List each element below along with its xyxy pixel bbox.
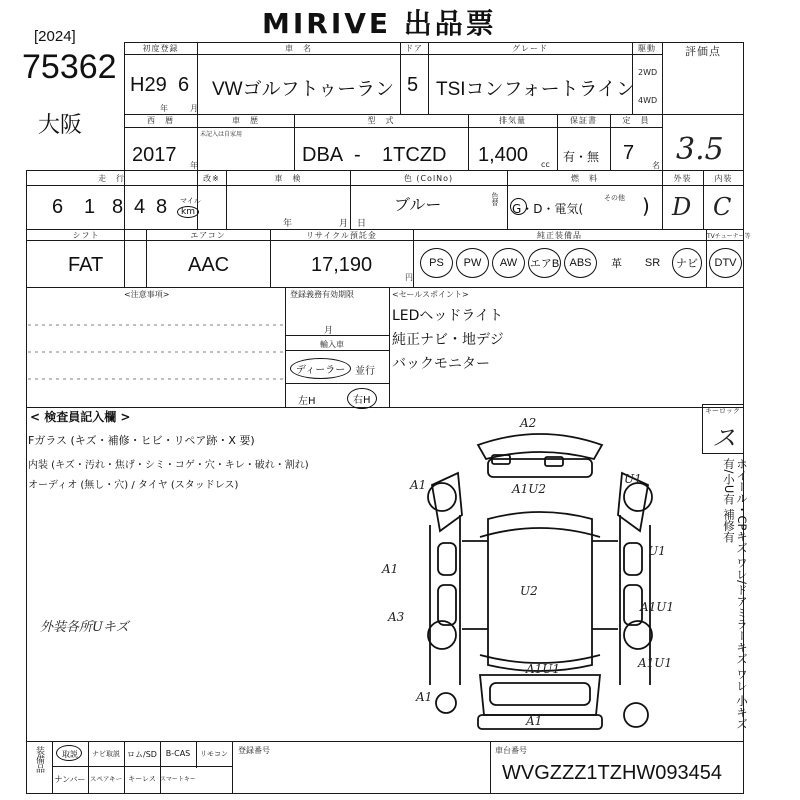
eval-label: 評価点 <box>685 45 721 58</box>
fuel-g-circle <box>510 198 527 215</box>
reg-expiry-label: 登録義務有効期限 <box>290 290 354 299</box>
year-unit: 年 <box>190 161 198 170</box>
footer-equip-label: 装備品 <box>34 746 44 773</box>
drive-4wd: 4WD <box>638 96 658 105</box>
mileage-digit-5: 8 <box>156 196 168 218</box>
equip-leather: 革 <box>611 258 622 270</box>
equip-pw: PW <box>456 248 489 278</box>
inspection-year-unit: 年 <box>283 219 293 229</box>
door-count: 5 <box>407 74 419 96</box>
reg-month: 6 <box>178 74 190 96</box>
mileage-digit-3: 8 <box>112 196 124 218</box>
key-lock-value: ス <box>712 424 736 452</box>
damage-mark-roof: U2 <box>520 584 538 598</box>
footer-chassis-number: WVGZZZ1TZHW093454 <box>502 762 723 784</box>
car-name: VWゴルフトゥーラン <box>212 79 395 100</box>
inspection-line-audio: オーディオ (無し・穴) / タイヤ (スタッドレス) <box>28 480 239 491</box>
footer-item-navi-manual: ナビ取説 <box>92 750 120 758</box>
damage-mark-right-quarter: A1U1 <box>638 656 673 670</box>
damage-mark-left-bumper: A1 <box>416 690 433 704</box>
drive-2wd: 2WD <box>638 68 658 77</box>
inspection-line-interior: 内装 (キズ・汚れ・焦げ・シミ・コゲ・穴・キレ・破れ・割れ) <box>28 460 309 471</box>
damage-mark-hood: A1U2 <box>512 482 547 496</box>
damage-mark-left-front: A1 <box>410 478 427 492</box>
eval-score: 3.5 <box>676 132 724 167</box>
footer-manual-circle <box>56 745 82 761</box>
car-damage-diagram <box>380 415 700 743</box>
equip-navi: ナビ <box>672 248 702 278</box>
left-hand-option: 左H <box>298 396 316 407</box>
mileage-digit-1: 6 <box>52 196 64 218</box>
damage-mark-front: A2 <box>520 416 537 430</box>
footer-item-rom-sd: ロム/SD <box>127 750 157 759</box>
reg-expiry-month: 月 <box>324 326 334 336</box>
recycle-label: リサイクル預託金 <box>306 231 377 240</box>
shift-value: FAT <box>68 254 104 276</box>
fuel-value: G・D・電気( <box>512 202 584 216</box>
displacement-value: 1,400 <box>478 144 529 166</box>
reg-month-unit: 月 <box>190 104 198 113</box>
damage-mark-left-door: A1 <box>382 562 399 576</box>
year-tag: [2024] <box>34 28 76 45</box>
equip-sunroof: SR <box>644 257 661 269</box>
equip-aw: AW <box>492 248 525 278</box>
right-hand-option: 右H <box>347 388 377 409</box>
mileage-unit-km: km <box>177 206 199 218</box>
footer-item-plate: ナンバー <box>54 775 86 784</box>
warranty-label: 保証書 <box>570 116 597 125</box>
history-note: 未記入は自家用 <box>200 131 243 138</box>
model-prefix: DBA <box>302 144 344 166</box>
warranty-value: 有・無 <box>563 150 600 164</box>
sales-point-2: 純正ナビ・地デジ <box>392 332 504 348</box>
capacity-label: 定 員 <box>622 116 650 125</box>
history-label: 車 歴 <box>232 116 259 125</box>
drive-label: 駆動 <box>638 44 656 53</box>
inspection-handwritten-note: 外装各所Uキズ <box>40 620 129 635</box>
mileage-digit-4: 4 <box>134 196 146 218</box>
reg-era: H29 <box>130 74 167 96</box>
form-title: MIRIVE 出品票 <box>262 7 497 40</box>
year-label: 西 暦 <box>147 116 174 125</box>
model-dash: - <box>354 144 361 166</box>
inspection-line-glass: Fガラス (キズ・補修・ヒビ・リペア跡・X 要) <box>28 434 255 447</box>
equipment-label: 純正装備品 <box>537 231 582 240</box>
fuel-close: ) <box>642 194 650 218</box>
sales-label: <セールスポイント> <box>392 290 469 299</box>
damage-mark-rear-bumper: A1 <box>526 714 543 728</box>
lot-number: 75362 <box>22 48 117 86</box>
inspection-month-unit: 月 <box>339 219 349 229</box>
equip-dtv: DTV <box>709 248 742 278</box>
color-change: 色替 <box>491 192 499 206</box>
damage-mark-right-front: U1 <box>624 472 642 486</box>
model-label: 型 式 <box>367 116 395 125</box>
fuel-label: 燃 料 <box>571 174 598 183</box>
damage-mark-rear-glass: A1U1 <box>526 662 561 676</box>
sales-point-1: LEDヘッドライト <box>392 308 504 324</box>
capacity-value: 7 <box>623 142 635 164</box>
dealer-option: ディーラー <box>290 358 351 379</box>
import-label: 輸入車 <box>320 340 344 349</box>
caution-label: <注意事項> <box>124 290 170 299</box>
key-lock-label: キーロック <box>705 407 740 415</box>
recycle-value: 17,190 <box>311 254 373 276</box>
mileage-label: 走 行 <box>98 174 125 183</box>
color-label: 色 (ColNo) <box>403 174 454 183</box>
equip-ps: PS <box>420 248 453 278</box>
change-label: 改※ <box>203 174 220 183</box>
door-label: ドア <box>405 44 423 53</box>
inspection-label: 車 検 <box>274 174 302 183</box>
footer-item-keyless: キーレス <box>128 775 156 783</box>
grade-value: TSIコンフォートライン <box>436 79 636 100</box>
parallel-option: 並行 <box>355 366 375 377</box>
mileage-digit-2: 1 <box>84 196 96 218</box>
footer-item-bcas: B-CAS <box>165 749 191 758</box>
fuel-other: その他 <box>604 194 625 202</box>
model-code: 1TCZD <box>382 144 447 166</box>
inspection-day-unit: 日 <box>357 219 367 229</box>
exterior-grade: D <box>672 193 692 221</box>
recycle-unit: 円 <box>405 273 413 282</box>
capacity-unit: 名 <box>652 161 660 170</box>
mileage-unit-mile: マイル <box>180 197 201 205</box>
shift-label: シフト <box>72 231 100 240</box>
tuner-label: TVチューナー等 <box>707 233 751 240</box>
damage-mark-right-rear-door: A1U1 <box>640 600 675 614</box>
equip-airbag: エアB <box>528 248 561 278</box>
year-value: 2017 <box>132 144 177 166</box>
reg-year-unit: 年 <box>160 104 168 113</box>
ac-label: エアコン <box>190 231 226 240</box>
interior-grade: C <box>713 193 732 221</box>
car-name-label: 車 名 <box>285 44 312 53</box>
displacement-label: 排気量 <box>499 116 526 125</box>
grade-label: グレード <box>512 44 548 53</box>
damage-legend: ホイール・CPキズ ワレ/ドアミラーキズ ワレ 小キズ有/小U有 補修有 <box>722 458 749 730</box>
exterior-label: 外装 <box>673 174 692 183</box>
damage-mark-left-rear: A3 <box>388 610 405 624</box>
displacement-unit: cc <box>541 160 550 169</box>
interior-label: 内装 <box>714 174 733 183</box>
caution-dotted-lines <box>28 300 283 405</box>
equip-abs: ABS <box>564 248 597 278</box>
footer-item-smart-key: スマートキー <box>160 776 196 783</box>
color-value: ブルー <box>394 195 442 214</box>
footer-item-remote: リモコン <box>200 750 228 758</box>
footer-item-spare-key: スペアキー <box>89 775 123 783</box>
inspection-title: < 検査員記入欄 > <box>30 410 131 424</box>
sales-point-3: バックモニター <box>392 356 490 372</box>
footer-chassis-label: 車台番号 <box>495 746 527 755</box>
ac-value: AAC <box>188 254 230 276</box>
footer-item-manual: 取説 <box>62 750 78 759</box>
footer-reg-number-label: 登録番号 <box>238 746 270 755</box>
reg-label: 初度登録 <box>142 44 179 53</box>
location: 大阪 <box>38 113 83 138</box>
damage-mark-right-door: U1 <box>648 544 666 558</box>
